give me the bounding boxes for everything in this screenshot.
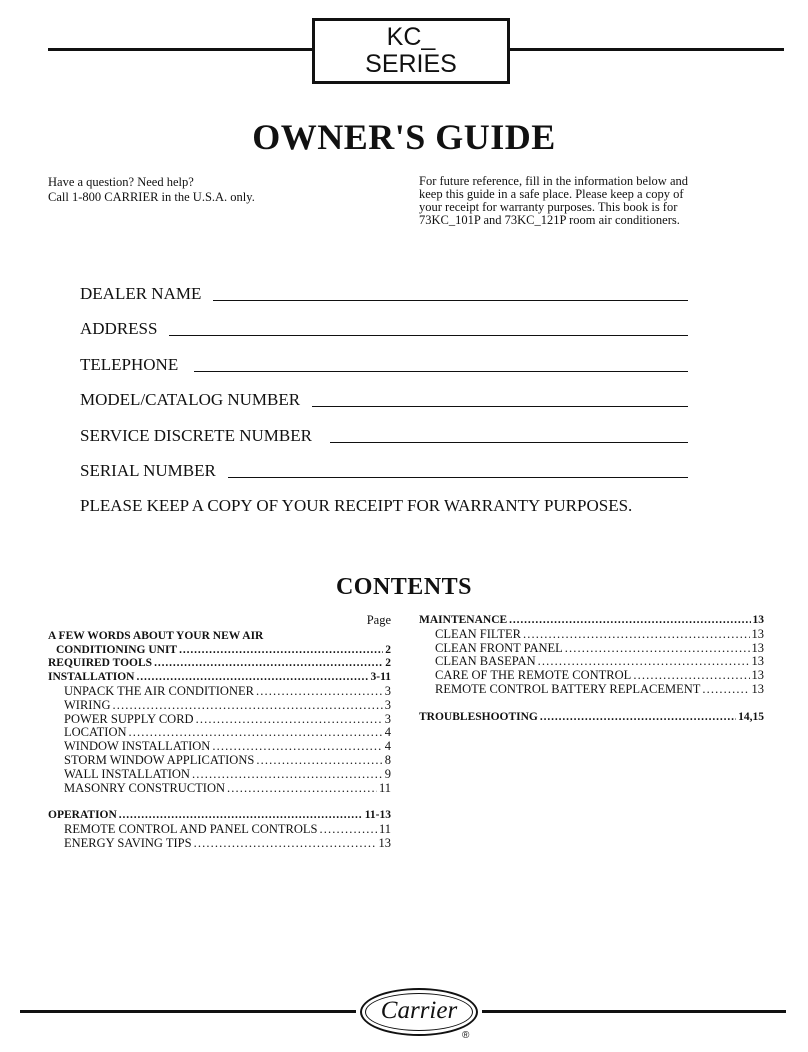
carrier-logo-text: Carrier: [380, 997, 458, 1024]
header-rule-right: [508, 48, 784, 51]
series-label: SERIES: [365, 50, 457, 78]
toc-left: [48, 614, 391, 851]
warranty-notice: PLEASE KEEP A COPY OF YOUR RECEIPT FOR WARRANTY PURPOSES.: [80, 496, 633, 515]
toc-item-maintenance[interactable]: MAINTENANCE . . . 13: [419, 614, 764, 628]
carrier-logo: [360, 988, 478, 1036]
toc-item-battery[interactable]: REMOTE CONTROL BATTERY REPLACEMENT . . . 13: [419, 683, 764, 697]
series-box: [312, 18, 510, 84]
toc-item-few-words-cont[interactable]: CONDITIONING UNIT . . . 2: [48, 644, 391, 658]
telephone-line[interactable]: [194, 370, 688, 372]
toc-item-storm-window[interactable]: STORM WINDOW APPLICATIONS . . . 8: [48, 754, 391, 768]
serial-number-line[interactable]: [228, 476, 688, 478]
address-line[interactable]: [169, 334, 688, 336]
serial-number-field[interactable]: SERIAL NUMBER: [80, 461, 688, 481]
registered-mark: ®: [462, 1030, 470, 1041]
toc-item-few-words[interactable]: A FEW WORDS ABOUT YOUR NEW AIR: [48, 629, 264, 642]
service-discrete-field[interactable]: SERVICE DISCRETE NUMBER: [80, 426, 688, 446]
toc-item-clean-basepan[interactable]: CLEAN BASEPAN . . . 13: [419, 655, 764, 669]
page-title: OWNER'S GUIDE: [252, 117, 556, 157]
toc-item-troubleshooting[interactable]: TROUBLESHOOTING . . . 14,15: [419, 711, 764, 725]
toc-item-wall-install[interactable]: WALL INSTALLATION . . . 9: [48, 768, 391, 782]
toc-item-masonry[interactable]: MASONRY CONSTRUCTION . . . 11: [48, 782, 391, 796]
dealer-name-field[interactable]: DEALER NAME: [80, 284, 688, 304]
toc-item-required-tools[interactable]: REQUIRED TOOLS . . . 2: [48, 657, 391, 671]
series-code: KC_: [386, 23, 436, 51]
model-catalog-line[interactable]: [312, 405, 688, 407]
toc-item-energy-tips[interactable]: ENERGY SAVING TIPS . . . 13: [48, 837, 391, 851]
address-field[interactable]: ADDRESS: [80, 319, 688, 339]
toc-item-location[interactable]: LOCATION . . . 4: [48, 726, 391, 740]
header-rule-left: [48, 48, 314, 51]
toc-item-clean-front[interactable]: CLEAN FRONT PANEL . . . 13: [419, 642, 764, 656]
contents-title: CONTENTS: [335, 574, 473, 600]
dealer-name-line[interactable]: [213, 299, 688, 301]
reference-text: For future reference, fill in the information below and keep this guide in a safe place. Please keep a copy of your receipt for warranty purposes. This book is for 73KC_101P and 73KC_121P room air conditioners.: [419, 174, 689, 227]
page-column-label: Page: [366, 613, 391, 627]
toc-item-power-cord[interactable]: POWER SUPPLY CORD . . . 3: [48, 713, 391, 727]
toc-item-unpack[interactable]: UNPACK THE AIR CONDITIONER . . . 3: [48, 685, 391, 699]
toc-item-window-install[interactable]: WINDOW INSTALLATION . . . 4: [48, 740, 391, 754]
toc-item-remote-panel[interactable]: REMOTE CONTROL AND PANEL CONTROLS . . . 11: [48, 823, 391, 837]
toc-item-wiring[interactable]: WIRING . . . 3: [48, 699, 391, 713]
help-text: Have a question? Need help? Call 1-800 CARRIER in the U.S.A. only.: [48, 175, 255, 204]
toc-right: [419, 614, 764, 725]
model-catalog-field[interactable]: MODEL/CATALOG NUMBER: [80, 390, 688, 410]
telephone-field[interactable]: TELEPHONE: [80, 355, 688, 375]
footer-rule-left: [20, 1010, 356, 1013]
toc-item-installation[interactable]: INSTALLATION . . . 3-11: [48, 671, 391, 685]
toc-item-care-remote[interactable]: CARE OF THE REMOTE CONTROL . . . 13: [419, 669, 764, 683]
toc-item-operation[interactable]: OPERATION . . . 11-13: [48, 809, 391, 823]
footer-rule-right: [482, 1010, 786, 1013]
service-discrete-line[interactable]: [330, 441, 688, 443]
toc-item-clean-filter[interactable]: CLEAN FILTER . . . 13: [419, 628, 764, 642]
